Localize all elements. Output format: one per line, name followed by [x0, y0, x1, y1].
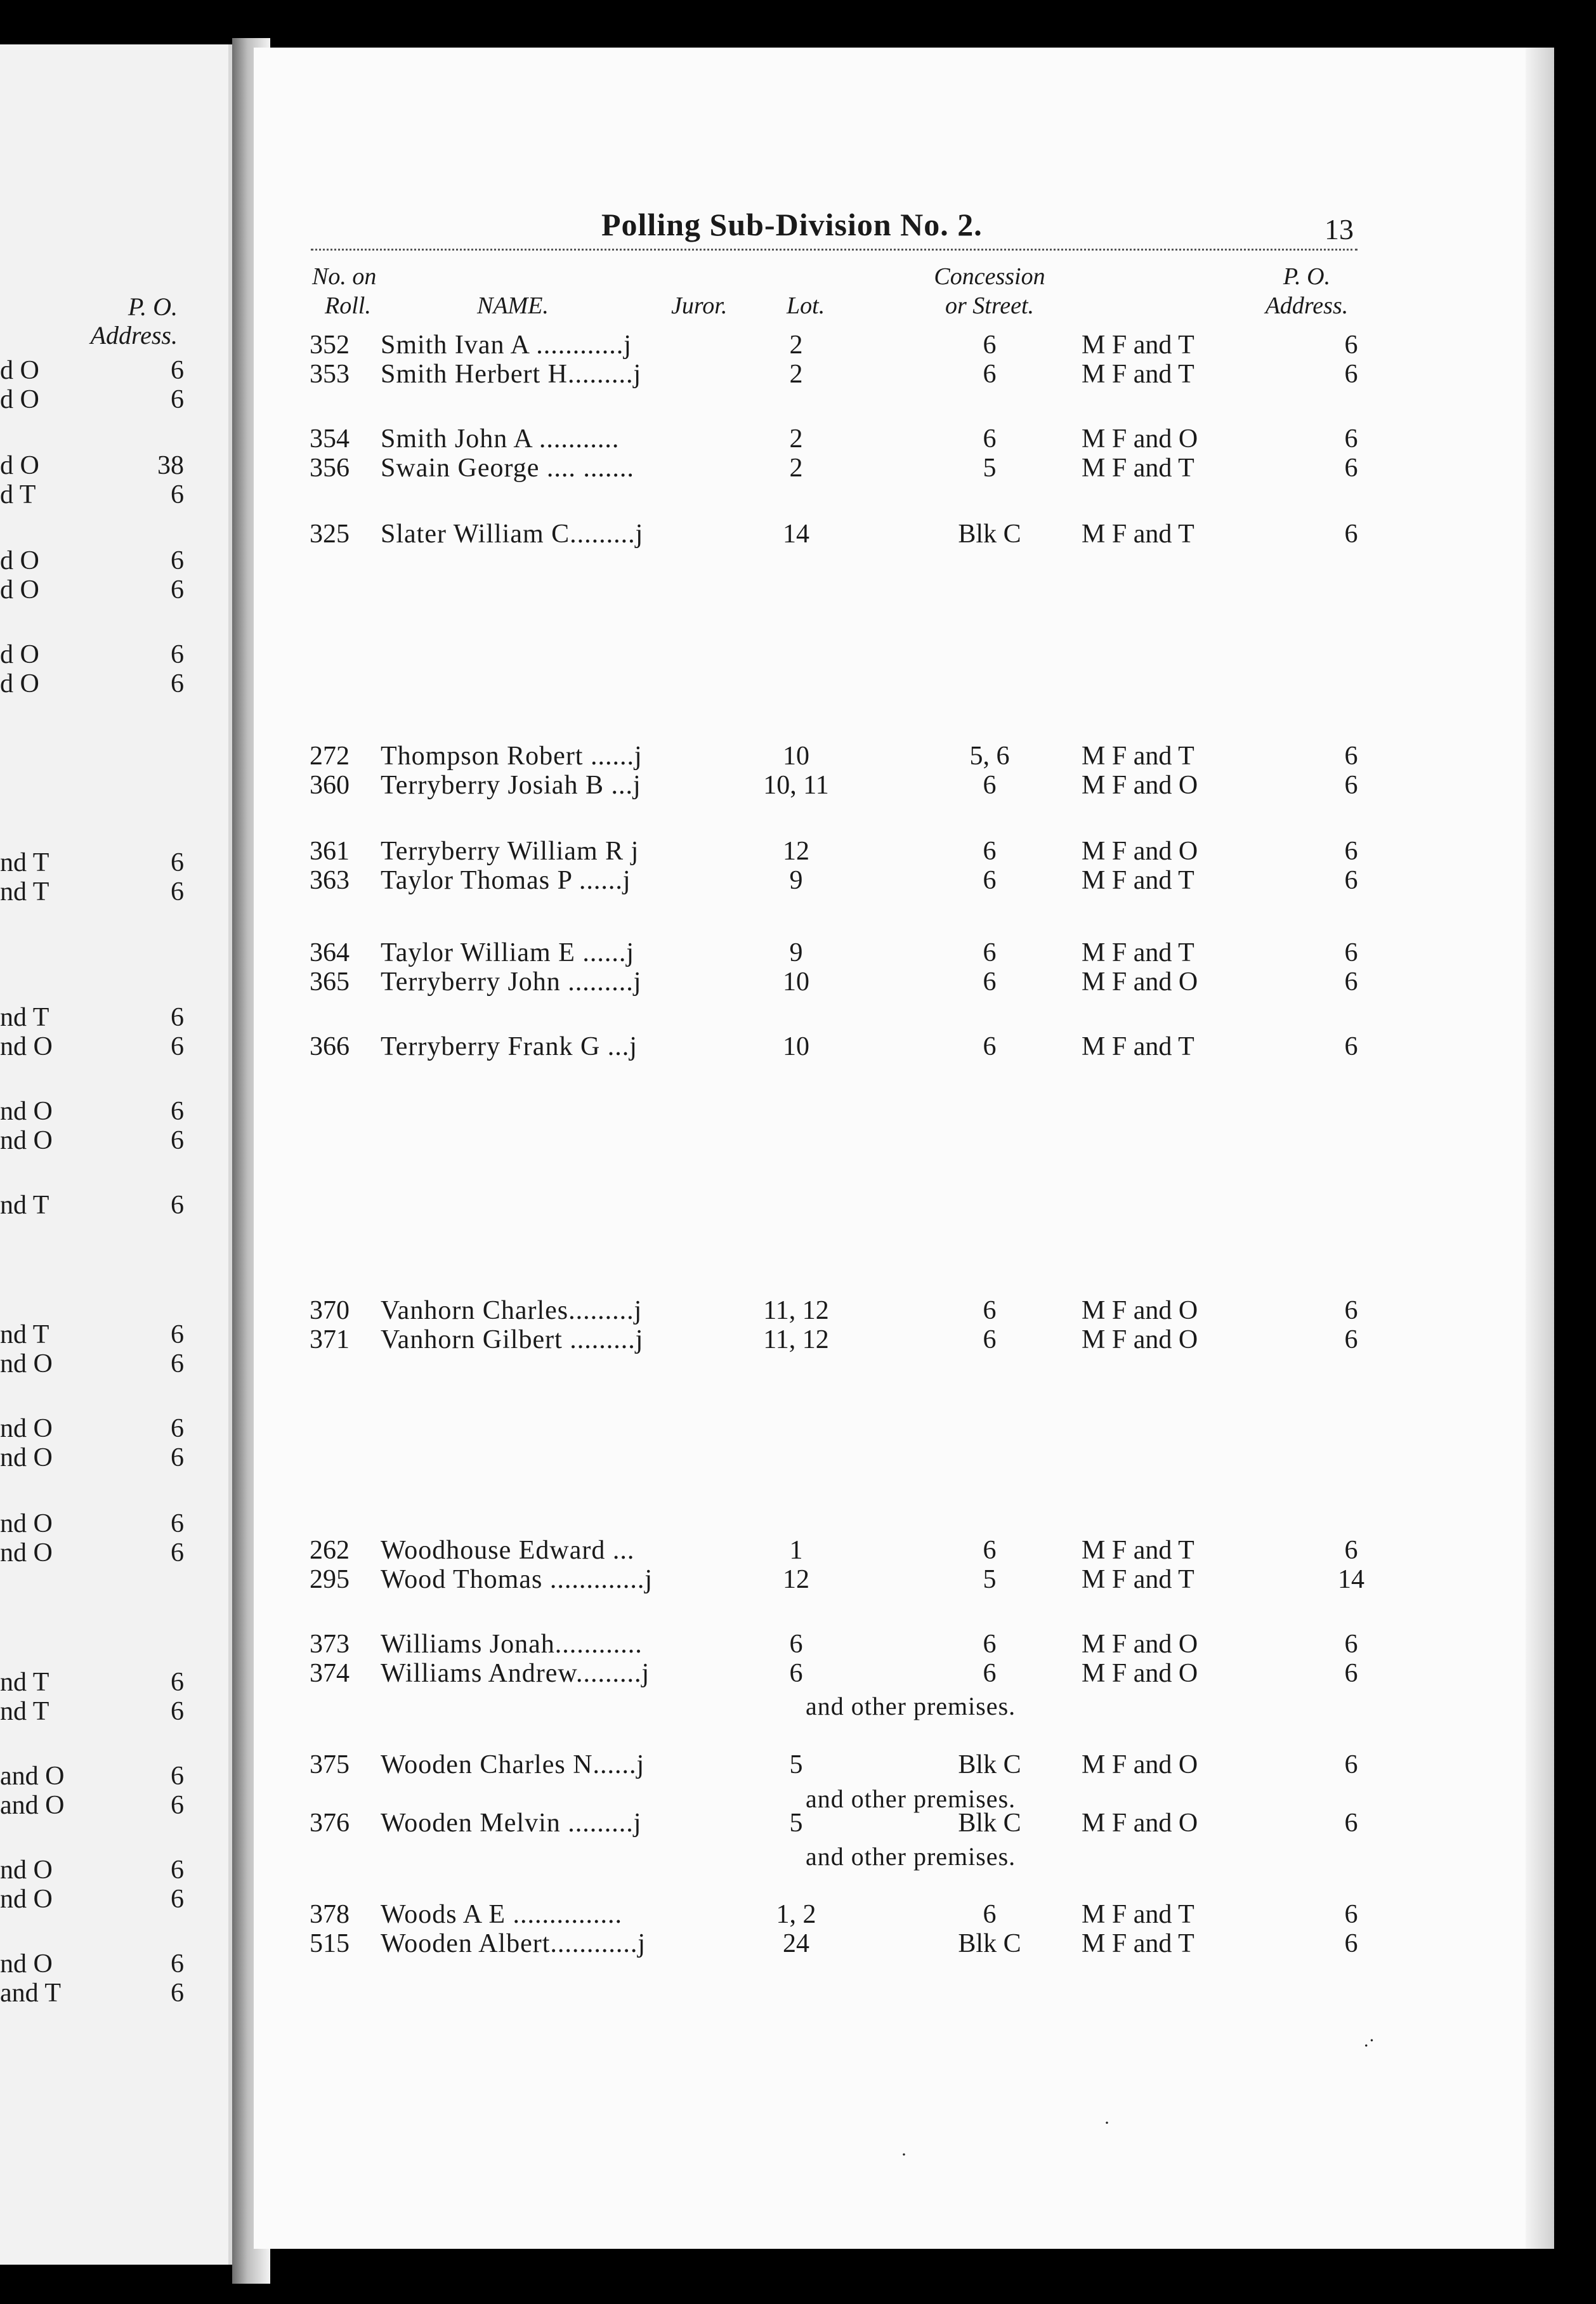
left-page-qualification-fragment: nd O [0, 1414, 53, 1443]
roll-number: 375 [310, 1750, 350, 1779]
left-page-po-address: 6 [171, 1003, 184, 1032]
po-address: 6 [1344, 771, 1358, 800]
header-juror: Juror. [671, 292, 728, 319]
note-other-premises: and other premises. [806, 1784, 1016, 1813]
qualification: M F and T [1082, 1536, 1194, 1565]
left-page-qualification-fragment: d O [0, 669, 39, 698]
left-page-qualification-fragment: d O [0, 451, 39, 480]
lot-number: 6 [789, 1659, 803, 1688]
qualification: M F and T [1082, 1900, 1194, 1929]
table-row [0, 1750, 1596, 1781]
left-page-po-address: 6 [171, 1097, 184, 1126]
concession: 6 [983, 967, 997, 997]
concession: 6 [983, 837, 997, 866]
left-page-qualification-fragment: nd O [0, 1097, 53, 1126]
po-address: 6 [1344, 1296, 1358, 1325]
table-row [0, 741, 1596, 773]
table-row [0, 1899, 1596, 1931]
qualification: M F and T [1082, 454, 1194, 483]
table-row [0, 424, 1596, 455]
qualification: M F and T [1082, 360, 1194, 389]
left-page-row [0, 1696, 184, 1728]
table-row [0, 1928, 1596, 1960]
left-page-qualification-fragment: nd O [0, 1538, 53, 1568]
voter-name: Taylor William E ......j [381, 938, 635, 967]
ink-speck: · [901, 2144, 907, 2165]
voter-name: Thompson Robert ......j [381, 742, 643, 771]
left-page-qualification-fragment: nd T [0, 1320, 49, 1349]
po-address: 6 [1344, 742, 1358, 771]
left-page-qualification-fragment: nd O [0, 1126, 53, 1155]
roll-number: 325 [310, 520, 350, 549]
left-page-qualification-fragment: d O [0, 385, 39, 414]
left-page-po-address: 6 [171, 1668, 184, 1697]
table-row [0, 1564, 1596, 1596]
left-page-row [0, 1190, 184, 1222]
lot-number: 14 [783, 520, 809, 549]
lot-number: 9 [789, 938, 803, 967]
left-page-row [0, 1978, 184, 2010]
lot-number: 1 [789, 1536, 803, 1565]
left-page-qualification-fragment: nd O [0, 1856, 53, 1885]
concession: 6 [983, 1659, 997, 1688]
roll-number: 352 [310, 331, 350, 360]
table-row [0, 836, 1596, 868]
header-roll-1: No. on [312, 263, 377, 290]
qualification: M F and O [1082, 1809, 1198, 1838]
left-page-qualification-fragment: and O [0, 1791, 65, 1820]
po-address: 6 [1344, 938, 1358, 967]
left-page-po-address: 6 [171, 1349, 184, 1378]
left-page-row [0, 1855, 184, 1887]
roll-number: 272 [310, 742, 350, 771]
ink-speck: · [1104, 2112, 1110, 2133]
left-page-qualification-fragment: nd O [0, 1509, 53, 1538]
roll-number: 354 [310, 424, 350, 454]
roll-number: 374 [310, 1659, 350, 1688]
concession: 6 [983, 866, 997, 895]
table-row [0, 865, 1596, 897]
left-page-row [0, 1125, 184, 1157]
voter-name: Vanhorn Gilbert .........j [381, 1325, 644, 1354]
left-page-po-address: 6 [171, 848, 184, 877]
left-page-po-address: 6 [171, 1191, 184, 1220]
left-page-row [0, 669, 184, 700]
table-row [0, 453, 1596, 485]
page-number: 13 [1325, 213, 1354, 245]
po-address: 6 [1344, 331, 1358, 360]
left-page-qualification-fragment: nd T [0, 848, 49, 877]
voter-name: Smith Ivan A ............j [381, 331, 632, 360]
header-po-2: Address. [1265, 292, 1349, 319]
table-row [0, 770, 1596, 802]
roll-number: 515 [310, 1929, 350, 1958]
roll-number: 365 [310, 967, 350, 997]
po-address: 6 [1344, 866, 1358, 895]
voter-name: Slater William C.........j [381, 520, 644, 549]
roll-number: 262 [310, 1536, 350, 1565]
roll-number: 295 [310, 1565, 350, 1594]
qualification: M F and T [1082, 331, 1194, 360]
lot-number: 9 [789, 866, 803, 895]
qualification: M F and T [1082, 520, 1194, 549]
voter-name: Taylor Thomas P ......j [381, 866, 631, 895]
note-other-premises: and other premises. [806, 1692, 1016, 1720]
table-row [0, 1808, 1596, 1840]
left-page-row [0, 1413, 184, 1445]
lot-number: 11, 12 [763, 1296, 829, 1325]
page-title: Polling Sub-Division No. 2. [601, 207, 983, 242]
qualification: M F and O [1082, 424, 1198, 454]
lot-number: 1, 2 [776, 1900, 816, 1929]
left-page-po-address: 6 [171, 1032, 184, 1061]
left-page-row [0, 575, 184, 606]
voter-name: Wood Thomas .............j [381, 1565, 653, 1594]
qualification: M F and O [1082, 771, 1198, 800]
left-page-row [0, 1002, 184, 1034]
left-page-po-address: 6 [171, 356, 184, 385]
concession: 6 [983, 1296, 997, 1325]
lot-number: 6 [789, 1630, 803, 1659]
voter-name: Woods A E ............... [381, 1900, 622, 1929]
left-page-qualification-fragment: nd T [0, 1668, 49, 1697]
po-address: 14 [1338, 1565, 1364, 1594]
table-row [0, 1325, 1596, 1356]
table-row [0, 938, 1596, 969]
roll-number: 361 [310, 837, 350, 866]
po-address: 6 [1344, 454, 1358, 483]
lot-number: 10 [783, 1032, 809, 1061]
qualification: M F and O [1082, 1659, 1198, 1688]
po-address: 6 [1344, 1630, 1358, 1659]
left-page-qualification-fragment: nd O [0, 1443, 53, 1472]
lot-number: 5 [789, 1809, 803, 1838]
concession: 6 [983, 1325, 997, 1354]
qualification: M F and O [1082, 967, 1198, 997]
left-page-po-address: 6 [171, 1414, 184, 1443]
roll-number: 356 [310, 454, 350, 483]
lot-number: 2 [789, 454, 803, 483]
concession: 5, 6 [969, 742, 1010, 771]
lot-number: 10, 11 [763, 771, 829, 800]
concession: Blk C [958, 1929, 1021, 1958]
header-concession-2: or Street. [945, 292, 1034, 319]
lot-number: 2 [789, 360, 803, 389]
po-address: 6 [1344, 1750, 1358, 1779]
roll-number: 366 [310, 1032, 350, 1061]
qualification: M F and O [1082, 1750, 1198, 1779]
lot-number: 24 [783, 1929, 809, 1958]
ink-speck: .· [1364, 2030, 1375, 2051]
concession: 6 [983, 938, 997, 967]
qualification: M F and T [1082, 866, 1194, 895]
left-page-po-header: P. O. [128, 292, 178, 321]
left-page-po-header-2: Address. [90, 321, 178, 350]
header-name: NAME. [477, 292, 549, 319]
lot-number: 12 [783, 837, 809, 866]
concession: Blk C [958, 1750, 1021, 1779]
left-page-qualification-fragment: nd O [0, 1885, 53, 1914]
voter-name: Wooden Charles N......j [381, 1750, 645, 1779]
left-page-po-address: 6 [171, 385, 184, 414]
left-page-po-address: 6 [171, 1443, 184, 1472]
concession: 6 [983, 331, 997, 360]
left-page-po-address: 6 [171, 1697, 184, 1726]
qualification: M F and O [1082, 837, 1198, 866]
left-page-po-address: 6 [171, 1791, 184, 1820]
concession: Blk C [958, 520, 1021, 549]
voter-name: Swain George .... ....... [381, 454, 634, 483]
po-address: 6 [1344, 1032, 1358, 1061]
voter-name: Smith Herbert H.........j [381, 360, 642, 389]
left-page-po-address: 6 [171, 669, 184, 698]
voter-name: Terryberry Josiah B ...j [381, 771, 641, 800]
table-row [0, 330, 1596, 362]
qualification: M F and T [1082, 742, 1194, 771]
po-address: 6 [1344, 1929, 1358, 1958]
left-page-po-address: 6 [171, 1509, 184, 1538]
qualification: M F and T [1082, 1032, 1194, 1061]
header-po-1: P. O. [1283, 263, 1331, 290]
left-page-qualification-fragment: nd O [0, 1349, 53, 1378]
qualification: M F and T [1082, 1565, 1194, 1594]
left-page-qualification-fragment: nd O [0, 1949, 53, 1979]
left-page-po-address: 6 [171, 1949, 184, 1979]
left-page-po-address: 6 [171, 1320, 184, 1349]
qualification: M F and O [1082, 1296, 1198, 1325]
left-page-po-address: 38 [157, 451, 184, 480]
lot-number: 11, 12 [763, 1325, 829, 1354]
roll-number: 363 [310, 866, 350, 895]
left-page-qualification-fragment: nd T [0, 1191, 49, 1220]
po-address: 6 [1344, 424, 1358, 454]
left-page-po-address: 6 [171, 1979, 184, 2008]
header-concession-1: Concession [934, 263, 1045, 290]
roll-number: 373 [310, 1630, 350, 1659]
left-page-qualification-fragment: nd T [0, 877, 49, 907]
voter-name: Terryberry William R j [381, 837, 639, 866]
roll-number: 378 [310, 1900, 350, 1929]
header-lot: Lot. [787, 292, 825, 319]
concession: 6 [983, 1032, 997, 1061]
voter-name: Williams Jonah............ [381, 1630, 643, 1659]
qualification: M F and T [1082, 1929, 1194, 1958]
lot-number: 10 [783, 742, 809, 771]
concession: Blk C [958, 1809, 1021, 1838]
po-address: 6 [1344, 1659, 1358, 1688]
lot-number: 2 [789, 424, 803, 454]
table-row [0, 1629, 1596, 1661]
left-page-qualification-fragment: d O [0, 546, 39, 575]
table-row [0, 359, 1596, 391]
note-other-premises: and other premises. [806, 1842, 1016, 1871]
left-page-po-address: 6 [171, 1762, 184, 1791]
lot-number: 12 [783, 1565, 809, 1594]
table-row [0, 1535, 1596, 1567]
left-page-po-address: 6 [171, 1885, 184, 1914]
lot-number: 2 [789, 331, 803, 360]
concession: 6 [983, 360, 997, 389]
left-page-po-address: 6 [171, 480, 184, 509]
voter-name: Wooden Melvin .........j [381, 1809, 642, 1838]
left-page-qualification-fragment: d O [0, 356, 39, 385]
voter-name: Smith John A ........... [381, 424, 620, 454]
left-page-qualification-fragment: and T [0, 1979, 62, 2008]
header-rule [311, 249, 1357, 251]
roll-number: 353 [310, 360, 350, 389]
table-row [0, 1658, 1596, 1690]
po-address: 6 [1344, 967, 1358, 997]
roll-number: 376 [310, 1809, 350, 1838]
voter-name: Terryberry John .........j [381, 967, 642, 997]
concession: 5 [983, 454, 997, 483]
voter-name: Woodhouse Edward ... [381, 1536, 635, 1565]
roll-number: 364 [310, 938, 350, 967]
concession: 5 [983, 1565, 997, 1594]
left-page-row [0, 1443, 184, 1474]
po-address: 6 [1344, 520, 1358, 549]
left-page-qualification-fragment: nd T [0, 1697, 49, 1726]
left-page-po-address: 6 [171, 575, 184, 605]
lot-number: 5 [789, 1750, 803, 1779]
roll-number: 370 [310, 1296, 350, 1325]
concession: 6 [983, 771, 997, 800]
lot-number: 10 [783, 967, 809, 997]
qualification: M F and O [1082, 1630, 1198, 1659]
po-address: 6 [1344, 1900, 1358, 1929]
concession: 6 [983, 424, 997, 454]
roll-number: 360 [310, 771, 350, 800]
left-page-qualification-fragment: nd T [0, 1003, 49, 1032]
concession: 6 [983, 1536, 997, 1565]
left-page-qualification-fragment: d O [0, 575, 39, 605]
left-page-po-address: 6 [171, 1856, 184, 1885]
concession: 6 [983, 1630, 997, 1659]
qualification: M F and O [1082, 1325, 1198, 1354]
table-row [0, 519, 1596, 551]
table-row [0, 967, 1596, 998]
left-page-row [0, 1096, 184, 1128]
voter-name: Wooden Albert............j [381, 1929, 646, 1958]
left-page-qualification-fragment: nd O [0, 1032, 53, 1061]
roll-number: 371 [310, 1325, 350, 1354]
voter-name: Williams Andrew.........j [381, 1659, 650, 1688]
concession: 6 [983, 1900, 997, 1929]
left-page-qualification-fragment: d O [0, 640, 39, 669]
left-page-po-address: 6 [171, 877, 184, 907]
table-row [0, 1295, 1596, 1327]
left-page-qualification-fragment: and O [0, 1762, 65, 1791]
left-page-po-address: 6 [171, 1538, 184, 1568]
left-page-qualification-fragment: d T [0, 480, 36, 509]
po-address: 6 [1344, 1809, 1358, 1838]
po-address: 6 [1344, 1536, 1358, 1565]
po-address: 6 [1344, 837, 1358, 866]
qualification: M F and T [1082, 938, 1194, 967]
left-page-po-address: 6 [171, 546, 184, 575]
voter-name: Terryberry Frank G ...j [381, 1032, 638, 1061]
header-roll-2: Roll. [325, 292, 371, 319]
left-page-po-address: 6 [171, 1126, 184, 1155]
po-address: 6 [1344, 1325, 1358, 1354]
left-page-po-address: 6 [171, 640, 184, 669]
table-row [0, 1031, 1596, 1063]
voter-name: Vanhorn Charles.........j [381, 1296, 643, 1325]
left-page-row [0, 639, 184, 671]
po-address: 6 [1344, 360, 1358, 389]
